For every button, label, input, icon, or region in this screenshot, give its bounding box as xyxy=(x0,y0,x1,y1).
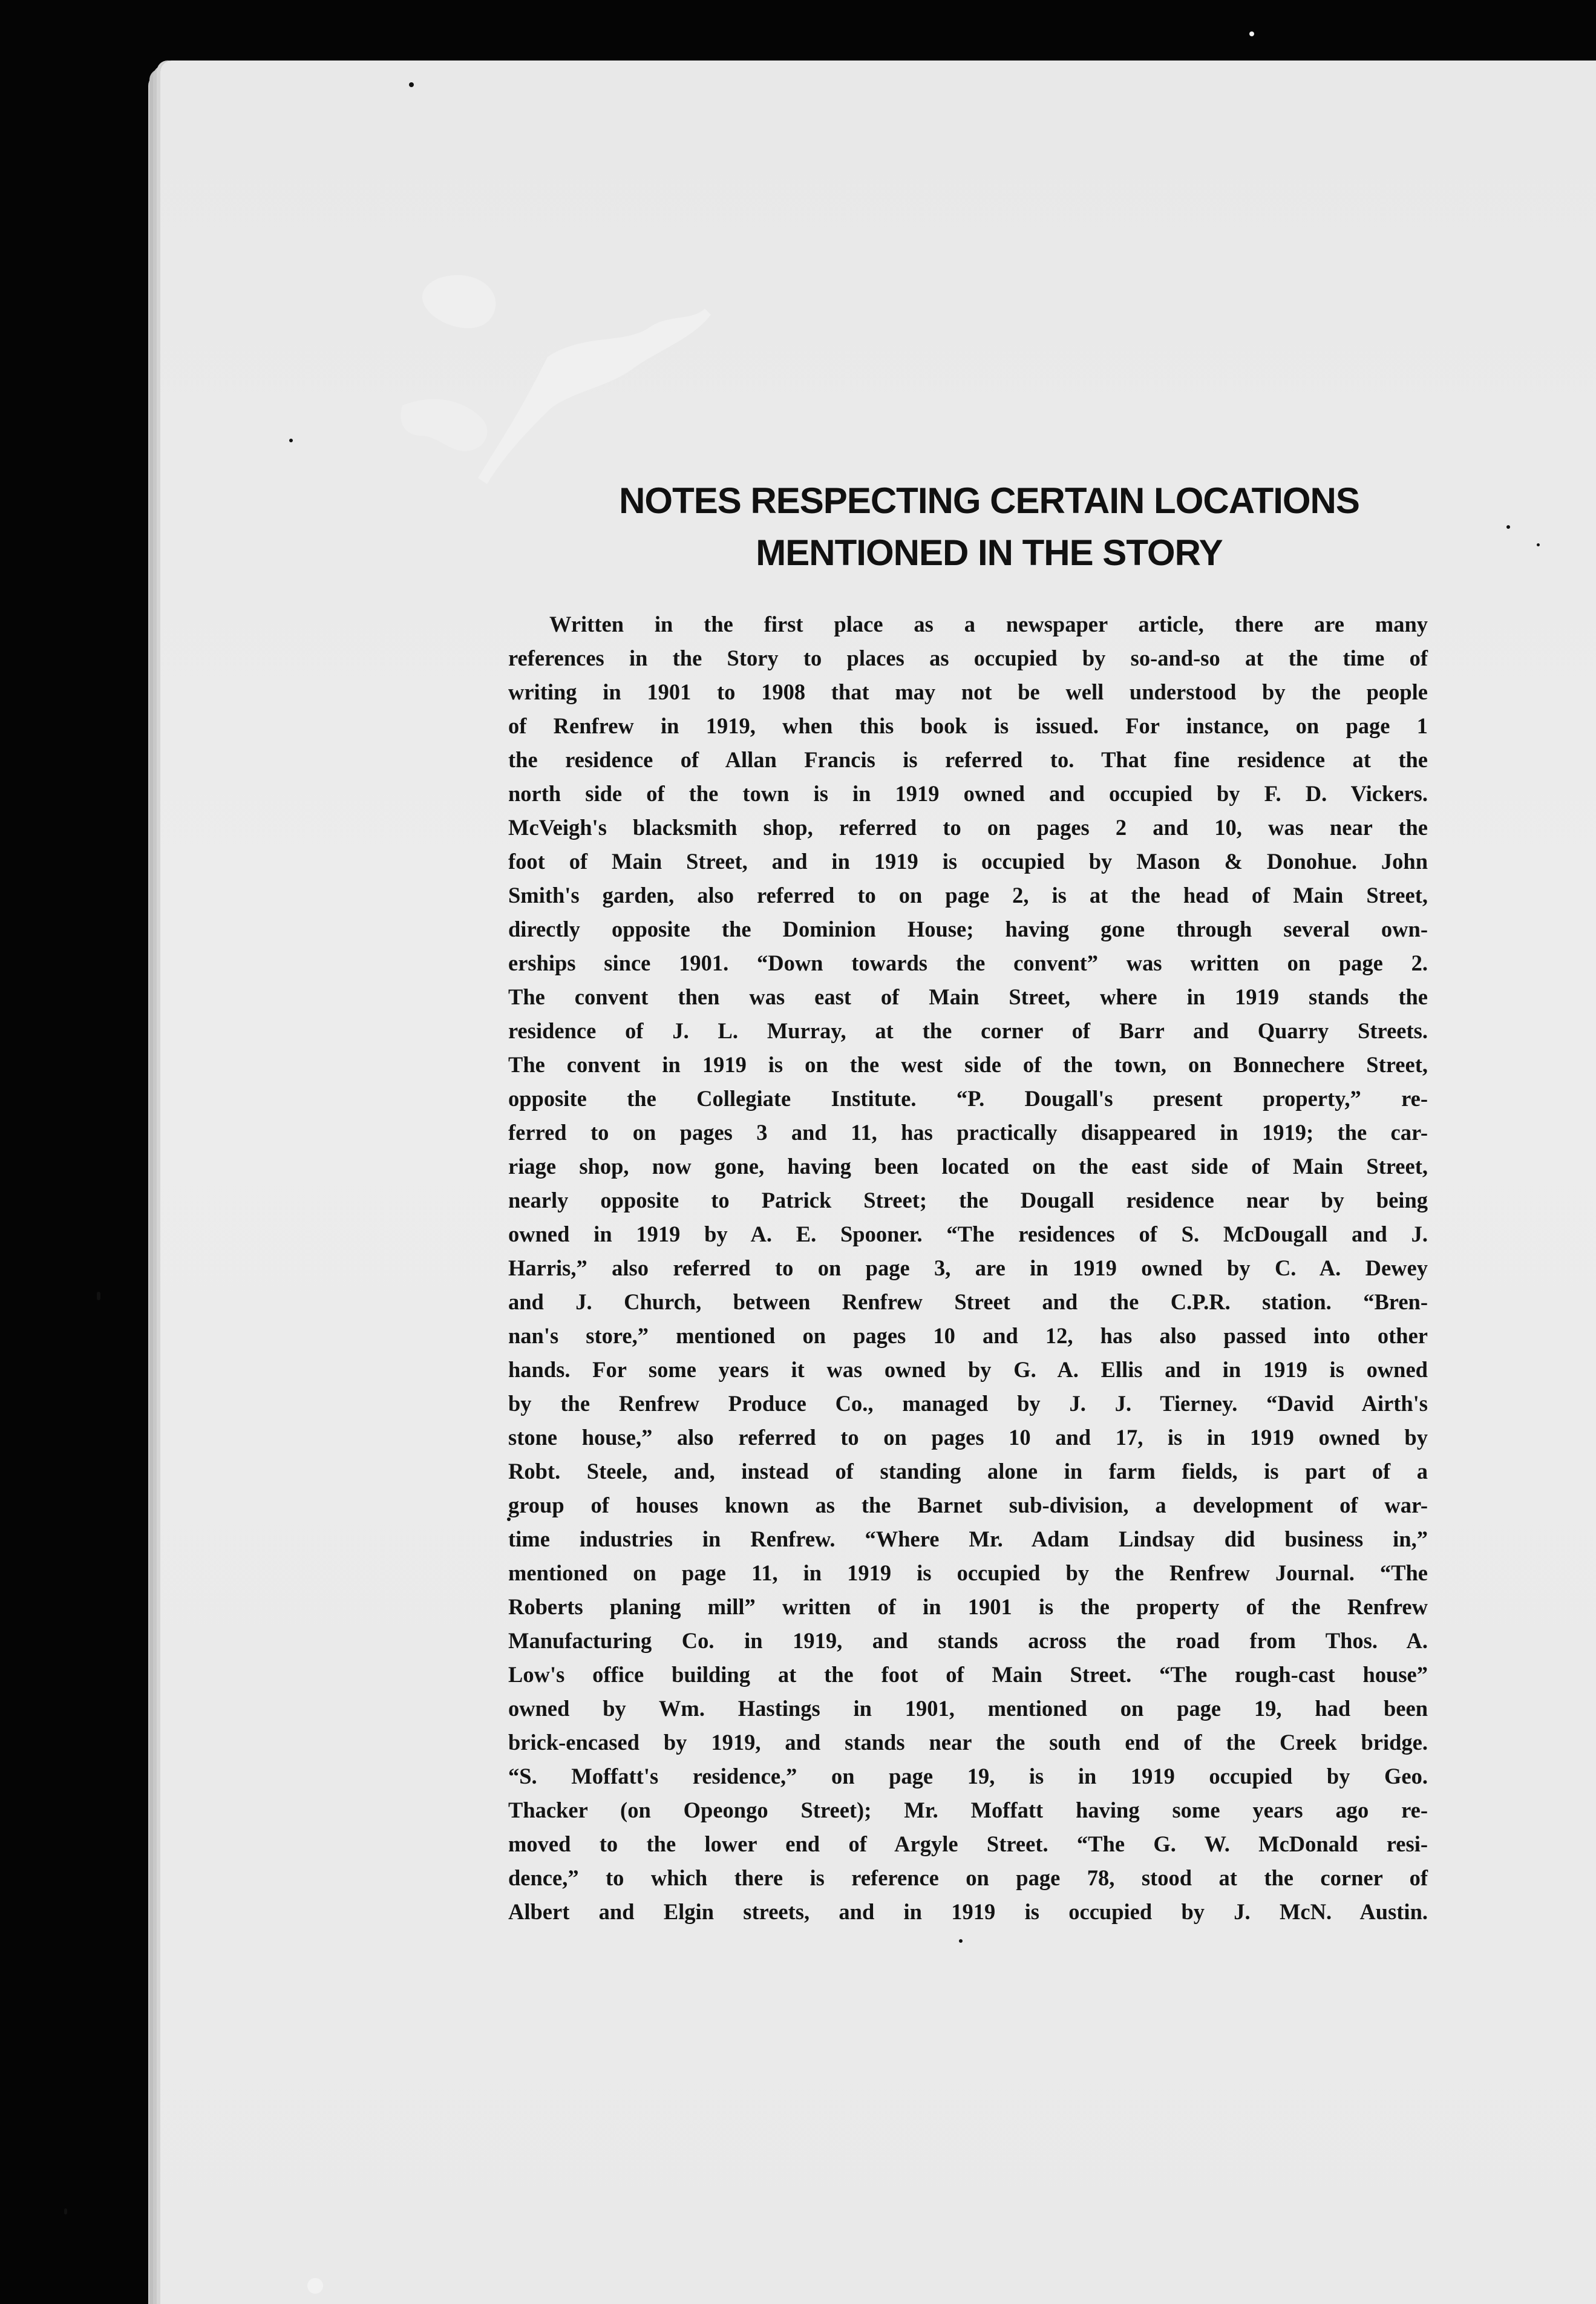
text-line: brick-encased by 1919, and stands near the south end of the Creek bridge. xyxy=(508,1730,1428,1755)
text-line: nan's store,” mentioned on pages 10 and 12, has also passed into other xyxy=(508,1323,1428,1348)
paper-speck xyxy=(1249,31,1254,36)
text-line: Albert and Elgin streets, and in 1919 is occupied by J. McN. Austin. xyxy=(508,1899,1428,1924)
text-line: erships since 1901. “Down towards the convent” was written on page 2. xyxy=(508,951,1428,975)
text-line: “S. Moffatt's residence,” on page 19, is in 1919 occupied by Geo. xyxy=(508,1764,1428,1789)
dust-speck xyxy=(97,1292,100,1300)
text-line: Thacker (on Opeongo Street); Mr. Moffatt having some years ago re- xyxy=(508,1798,1428,1822)
dust-speck xyxy=(64,2208,67,2214)
text-line: Harris,” also referred to on page 3, are in 1919 owned by C. A. Dewey xyxy=(508,1255,1428,1280)
text-line: stone house,” also referred to on pages 10 and 17, is in 1919 owned by xyxy=(508,1425,1428,1450)
text-line: The convent then was east of Main Street, where in 1919 stands the xyxy=(508,984,1428,1009)
text-line: hands. For some years it was owned by G. A. Ellis and in 1919 is owned xyxy=(508,1357,1428,1382)
text-line: dence,” to which there is reference on page 78, stood at the corner of xyxy=(508,1865,1428,1890)
text-line: the residence of Allan Francis is referred to. That fine residence at the xyxy=(508,747,1428,772)
dust-speck xyxy=(1506,525,1510,529)
dust-speck xyxy=(507,1517,511,1521)
text-line: residence of J. L. Murray, at the corner of Barr and Quarry Streets. xyxy=(508,1018,1428,1043)
text-line: Low's office building at the foot of Main Street. “The rough-cast house” xyxy=(508,1662,1428,1687)
text-line: writing in 1901 to 1908 that may not be well understood by the people xyxy=(508,679,1428,704)
text-line: references in the Story to places as occupied by so-and-so at the time of xyxy=(508,646,1428,670)
text-line: group of houses known as the Barnet sub-division, a development of war- xyxy=(508,1493,1428,1517)
text-line: Written in the first place as a newspaper article, there are many xyxy=(549,612,1428,637)
dust-speck xyxy=(409,82,414,87)
text-line: owned by Wm. Hastings in 1901, mentioned on page 19, had been xyxy=(508,1696,1428,1721)
text-line: Manufacturing Co. in 1919, and stands across the road from Thos. A. xyxy=(508,1628,1428,1653)
text-line: nearly opposite to Patrick Street; the Dougall residence near by being xyxy=(508,1188,1428,1213)
text-line: Roberts planing mill” written of in 1901 is the property of the Renfrew xyxy=(508,1594,1428,1619)
body-paragraph xyxy=(508,607,1428,1929)
text-line: moved to the lower end of Argyle Street. “The G. W. McDonald resi- xyxy=(508,1831,1428,1856)
dust-speck xyxy=(959,1939,963,1943)
paper-speck xyxy=(307,2278,323,2294)
title-line-1: NOTES RESPECTING CERTAIN LOCATIONS xyxy=(619,480,1359,521)
page-title xyxy=(566,475,1413,579)
text-line: north side of the town is in 1919 owned and occupied by F. D. Vickers. xyxy=(508,781,1428,806)
dust-speck xyxy=(1537,543,1540,546)
text-line: time industries in Renfrew. “Where Mr. Adam Lindsay did business in,” xyxy=(508,1527,1428,1551)
text-line: foot of Main Street, and in 1919 is occupied by Mason & Donohue. John xyxy=(508,849,1428,874)
text-line: owned in 1919 by A. E. Spooner. “The residences of S. McDougall and J. xyxy=(508,1222,1428,1246)
text-line: Robt. Steele, and, instead of standing alone in farm fields, is part of a xyxy=(508,1459,1428,1484)
text-line: mentioned on page 11, in 1919 is occupied by the Renfrew Journal. “The xyxy=(508,1560,1428,1585)
text-line: ferred to on pages 3 and 11, has practically disappeared in 1919; the car- xyxy=(508,1120,1428,1145)
text-line: of Renfrew in 1919, when this book is issued. For instance, on page 1 xyxy=(508,713,1428,738)
text-line: The convent in 1919 is on the west side of the town, on Bonnechere Street, xyxy=(508,1052,1428,1077)
text-line: by the Renfrew Produce Co., managed by J. J. Tierney. “David Airth's xyxy=(508,1391,1428,1416)
text-line: and J. Church, between Renfrew Street and the C.P.R. station. “Bren- xyxy=(508,1289,1428,1314)
dust-speck xyxy=(289,439,293,442)
text-line: McVeigh's blacksmith shop, referred to on pages 2 and 10, was near the xyxy=(508,815,1428,840)
text-line: opposite the Collegiate Institute. “P. Dougall's present property,” re- xyxy=(508,1086,1428,1111)
text-line: riage shop, now gone, having been located on the east side of Main Street, xyxy=(508,1154,1428,1179)
paper-stain xyxy=(366,254,741,508)
text-line: directly opposite the Dominion House; having gone through several own- xyxy=(508,917,1428,941)
title-line-2: MENTIONED IN THE STORY xyxy=(756,532,1223,573)
text-line: Smith's garden, also referred to on page 2, is at the head of Main Street, xyxy=(508,883,1428,908)
